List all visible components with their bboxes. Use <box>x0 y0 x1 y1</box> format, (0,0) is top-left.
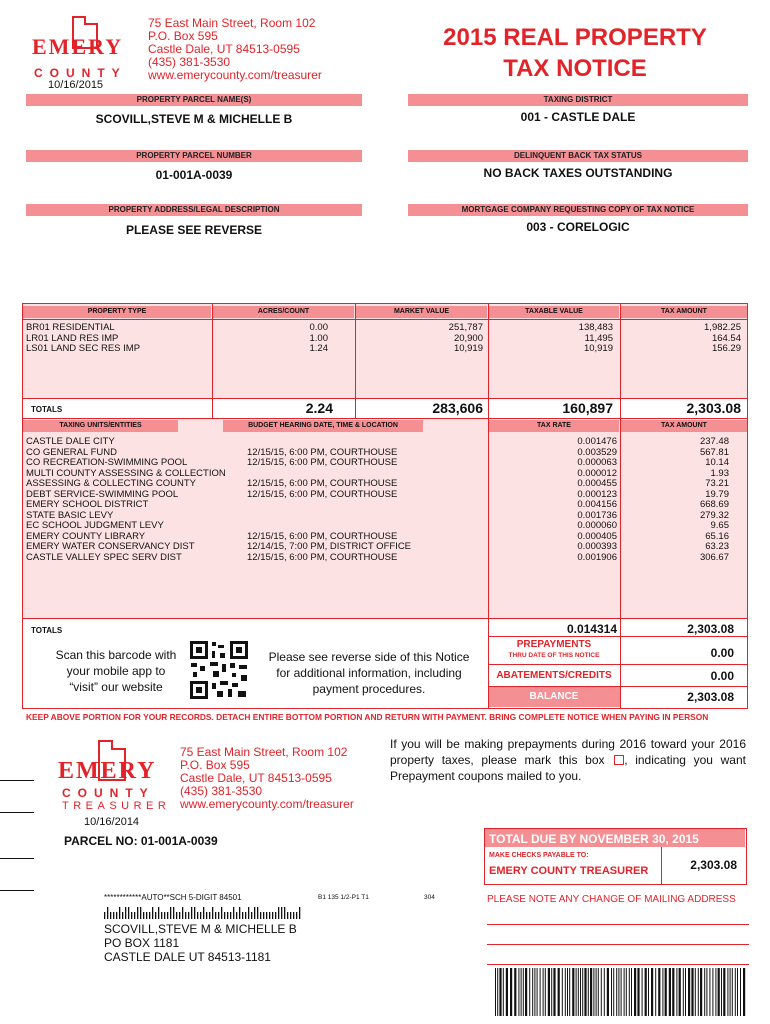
keep-notice: KEEP ABOVE PORTION FOR YOUR RECORDS. DETACH ENTIRE BOTTOM PORTION AND RETURN WITH PAYMENT. BRING COMPLETE NOTICE WHEN PAYING IN PERSON <box>26 712 709 722</box>
abatements-label: ABATEMENTS/CREDITS <box>496 670 612 681</box>
barcode-bar <box>580 968 581 1016</box>
unit-amounts: 237.48 567.81 10.14 1.93 73.21 19.79 668.69 279.32 9.65 65.16 63.23 306.67 <box>699 436 729 563</box>
barcode-bar <box>532 968 533 1016</box>
mail-code: B1 135 1/2-P1 T1 <box>318 894 369 901</box>
stub-logo-county: COUNTY <box>62 786 155 800</box>
barcode-bar <box>278 907 279 919</box>
barcode-bar <box>188 912 189 919</box>
barcode-bar <box>242 912 243 919</box>
total-market: 283,606 <box>432 400 483 416</box>
barcode-bar <box>272 912 273 919</box>
barcode-bar <box>167 912 168 919</box>
col-tax-amount: TAX AMOUNT <box>621 306 747 318</box>
qr-code-icon[interactable] <box>188 639 250 701</box>
barcode-bar <box>116 912 117 919</box>
prepayments-value: 0.00 <box>710 646 734 660</box>
barcode-bar <box>176 912 177 919</box>
barcode-bar <box>601 968 602 1016</box>
barcode-bar <box>221 907 222 919</box>
barcode-bar <box>529 968 530 1016</box>
barcode-bar <box>740 968 741 1016</box>
barcode-bar <box>621 968 622 1016</box>
address-line: Castle Dale, UT 84513-0595 <box>180 771 332 785</box>
barcode-bar <box>662 968 663 1016</box>
col-budget-hearing: BUDGET HEARING DATE, TIME & LOCATION <box>223 420 423 432</box>
barcode-bar <box>263 912 264 919</box>
barcode-bar <box>596 968 597 1016</box>
postal-barcode-icon <box>104 907 304 919</box>
barcode-bar <box>287 912 288 919</box>
barcode-bar <box>712 968 713 1016</box>
barcode-bar <box>239 907 240 919</box>
barcode-bar <box>110 912 111 919</box>
barcode-bar <box>548 968 550 1016</box>
barcode-bar <box>642 968 643 1016</box>
barcode-bar <box>634 968 636 1016</box>
barcode-bar <box>197 912 198 919</box>
barcode-bar <box>503 968 504 1016</box>
barcode-bar <box>655 968 656 1016</box>
total-acres: 2.24 <box>305 400 333 416</box>
barcode-bar <box>537 968 538 1016</box>
barcode-bar <box>626 968 627 1016</box>
website-link[interactable]: www.emerycounty.com/treasurer <box>148 68 322 82</box>
payable-to: EMERY COUNTY TREASURER <box>489 865 649 877</box>
county-logo <box>26 14 144 80</box>
barcode-bar <box>698 968 699 1016</box>
barcode-bar <box>275 912 276 919</box>
property-tax: 1,982.25 164.54 156.29 <box>704 322 741 354</box>
prepay-text-end: , indicating you want Prepayment coupons mailed to you. <box>390 753 746 783</box>
delinquent-label: DELINQUENT BACK TAX STATUS <box>408 150 748 162</box>
property-address-label: PROPERTY ADDRESS/LEGAL DESCRIPTION <box>26 204 362 216</box>
property-totals-label: TOTALS <box>31 405 63 414</box>
prepay-instructions <box>390 736 746 784</box>
barcode-bar <box>161 912 162 919</box>
barcode-bar <box>510 968 512 1016</box>
barcode-bar <box>735 968 736 1016</box>
barcode-bar <box>128 907 129 919</box>
barcode-bar <box>543 968 544 1016</box>
barcode-bar <box>545 968 546 1016</box>
barcode-bar <box>607 968 609 1016</box>
barcode-bar <box>269 912 270 919</box>
barcode-bar <box>709 968 710 1016</box>
stub-logo-emery: EMERY <box>58 758 157 784</box>
prepay-text: If you will be making prepayments during 2016 toward your 2016 property taxes, please mark this box <box>390 737 746 767</box>
units-total-amount: 2,303.08 <box>687 622 734 636</box>
barcode-bar <box>588 968 589 1016</box>
address-line: (435) 381-3530 <box>180 784 263 798</box>
notice-date: 10/16/2015 <box>48 79 104 91</box>
col-taxing-units: TAXING UNITS/ENTITIES <box>23 420 178 432</box>
barcode-instructions: Scan this barcode with your mobile app to “visit” our website <box>55 648 177 694</box>
barcode-bar <box>191 907 192 919</box>
barcode-bar <box>251 912 252 919</box>
parcel-number-label: PROPERTY PARCEL NUMBER <box>26 150 362 162</box>
abatements-value: 0.00 <box>710 669 734 683</box>
barcode-bar <box>131 912 132 919</box>
barcode-bar <box>718 968 720 1016</box>
barcode-bar <box>254 907 255 919</box>
tax-rates: 0.001476 0.003529 0.000063 0.000012 0.000455 0.000123 0.004156 0.001736 0.000060 0.000405 0.000393 0.001906 <box>577 436 617 563</box>
barcode-bar <box>499 968 501 1016</box>
balance-label: BALANCE <box>529 691 579 702</box>
barcode-bar <box>236 912 237 919</box>
barcode-bar <box>146 912 147 919</box>
barcode-bar <box>631 968 632 1016</box>
barcode-bar <box>206 912 207 919</box>
barcode-bar <box>122 912 123 919</box>
barcode-bar <box>104 912 105 919</box>
stub-logo <box>54 738 174 818</box>
address-line-input[interactable] <box>487 924 749 925</box>
barcode-bar <box>590 968 592 1016</box>
barcode-bar <box>497 968 498 1016</box>
barcode-bar <box>721 968 722 1016</box>
logo-county: COUNTY <box>34 66 127 80</box>
total-taxable: 160,897 <box>562 400 613 416</box>
barcode-bar <box>732 968 733 1016</box>
col-property-type: PROPERTY TYPE <box>23 306 211 318</box>
barcode-bar <box>179 912 180 919</box>
barcode-bar <box>576 968 577 1016</box>
total-rate: 0.014314 <box>566 622 617 636</box>
barcode-bar <box>224 912 225 919</box>
county-address <box>148 17 368 82</box>
barcode-bar <box>665 968 667 1016</box>
stub-parcel-no: PARCEL NO: 01-001A-0039 <box>64 834 218 848</box>
barcode-bar <box>706 968 707 1016</box>
property-address: PLEASE SEE REVERSE <box>125 223 263 237</box>
barcode-bar <box>685 968 686 1016</box>
barcode-bar <box>618 968 619 1016</box>
barcode-bar <box>233 907 234 919</box>
barcode-bar <box>525 968 527 1016</box>
stub-logo-treasurer: TREASURER <box>62 800 171 812</box>
barcode-bar <box>155 912 156 919</box>
barcode-bar <box>700 968 702 1016</box>
barcode-bar <box>521 968 522 1016</box>
property-acres: 0.00 1.00 1.24 <box>309 322 328 354</box>
barcode-bar <box>281 907 282 919</box>
barcode-bar <box>688 968 690 1016</box>
payable-label: MAKE CHECKS PAYABLE TO: <box>489 852 589 859</box>
hearing-info: 12/15/15, 6:00 PM, COURTHOUSE 12/15/15, 6:00 PM, COURTHOUSE 12/15/15, 6:00 PM, COURTHOUSE 12/15/15, 6:00 PM, COURTHOUSE 12/15/15, 6:00 PM, COURTHOUSE 12/14/15, 7:00 PM, DISTRICT OFFICE 12/15/15, 6:00 PM, COURTHOUSE <box>247 446 412 563</box>
barcode-bar <box>558 968 560 1016</box>
barcode-bar <box>651 968 653 1016</box>
barcode-bar <box>551 968 552 1016</box>
barcode-bar <box>562 968 563 1016</box>
barcode-bar <box>691 968 693 1016</box>
barcode-bar <box>299 907 300 919</box>
col-market-value: MARKET VALUE <box>356 306 487 318</box>
tick-mark <box>0 812 34 813</box>
barcode-bar <box>137 907 138 919</box>
barcode-bar <box>676 968 677 1016</box>
barcode-bar <box>143 912 144 919</box>
barcode-bar <box>572 968 574 1016</box>
barcode-bar <box>672 968 674 1016</box>
thru-date-label: THRU DATE OF THIS NOTICE <box>508 652 600 659</box>
barcode-bar <box>743 968 745 1016</box>
tick-mark <box>0 890 34 891</box>
address-line-input[interactable] <box>487 964 749 965</box>
barcode-bar <box>266 912 267 919</box>
barcode-bar <box>218 912 219 919</box>
logo-emery: EMERY <box>32 34 124 59</box>
address-line-input[interactable] <box>487 944 749 945</box>
barcode-bar <box>230 912 231 919</box>
tick-mark <box>0 858 34 859</box>
barcode-bar <box>616 968 617 1016</box>
barcode-bar <box>293 912 294 919</box>
mortgage-company: 003 - CORELOGIC <box>526 220 630 234</box>
barcode-bar <box>290 912 291 919</box>
balance-value: 2,303.08 <box>687 690 734 704</box>
barcode-bar <box>658 968 660 1016</box>
total-due-value: 2,303.08 <box>690 858 737 872</box>
barcode-bar <box>629 968 630 1016</box>
barcode-bar <box>248 907 249 919</box>
mortgage-label: MORTGAGE COMPANY REQUESTING COPY OF TAX NOTICE <box>408 204 748 216</box>
barcode-bar <box>296 912 297 919</box>
barcode-bar <box>164 912 165 919</box>
barcode-bar <box>645 968 647 1016</box>
col-taxable-value: TAXABLE VALUE <box>489 306 619 318</box>
barcode-bar <box>578 968 579 1016</box>
barcode-bar <box>257 907 258 919</box>
barcode-bar <box>737 968 738 1016</box>
barcode-bar <box>134 912 135 919</box>
change-address-label: PLEASE NOTE ANY CHANGE OF MAILING ADDRESS <box>487 894 736 905</box>
title-line2: TAX NOTICE <box>503 55 647 82</box>
barcode-bar <box>704 968 705 1016</box>
barcode-bar <box>624 968 625 1016</box>
barcode-bar <box>569 968 570 1016</box>
property-taxable: 138,483 11,495 10,919 <box>578 322 613 354</box>
barcode-bar <box>215 912 216 919</box>
barcode-bar <box>598 968 599 1016</box>
barcode-bar <box>727 968 728 1016</box>
taxing-district-label: TAXING DISTRICT <box>408 94 748 106</box>
taxing-entities: CASTLE DALE CITY CO GENERAL FUND CO RECREATION-SWIMMING POOL MULTI COUNTY ASSESSING & COLLECTION ASSESSING & COLLECTING COUNTY DEBT SERVICE-SWIMMING POOL EMERY SCHOOL DISTRICT STATE BASIC LEVY EC SCHOOL JUDGMENT LEVY EMERY COUNTY LIBRARY EMERY WATER CONSERVANCY DIST CASTLE VALLEY SPEC SERV DIST <box>26 436 226 563</box>
address-line: Castle Dale, UT 84513-0595 <box>148 42 300 56</box>
barcode-bar <box>611 968 612 1016</box>
stub-date: 10/16/2014 <box>84 816 140 828</box>
prepayments-label: PREPAYMENTS <box>516 639 592 650</box>
address-line: 75 East Main Street, Room 102 <box>148 16 316 30</box>
barcode-bar <box>140 907 141 919</box>
address-line: 75 East Main Street, Room 102 <box>180 745 348 759</box>
barcode-bar <box>149 912 150 919</box>
address-line: (435) 381-3530 <box>148 55 231 69</box>
payment-barcode-icon <box>495 968 747 1016</box>
barcode-bar <box>200 912 201 919</box>
barcode-bar <box>567 968 568 1016</box>
barcode-bar <box>637 968 639 1016</box>
barcode-bar <box>212 907 213 919</box>
barcode-bar <box>185 912 186 919</box>
total-due-label: TOTAL DUE BY NOVEMBER 30, 2015 <box>489 832 699 846</box>
taxing-district: 001 - CASTLE DALE <box>520 110 636 124</box>
barcode-bar <box>170 907 171 919</box>
barcode-bar <box>158 907 159 919</box>
parcel-name-label: PROPERTY PARCEL NAME(S) <box>26 94 362 106</box>
barcode-bar <box>683 968 684 1016</box>
parcel-name: SCOVILL,STEVE M & MICHELLE B <box>95 112 293 126</box>
delinquent-status: NO BACK TAXES OUTSTANDING <box>483 166 673 180</box>
property-market: 251,787 20,900 10,919 <box>448 322 483 354</box>
barcode-bar <box>113 912 114 919</box>
barcode-bar <box>495 968 496 1016</box>
prepay-checkbox[interactable] <box>614 755 624 765</box>
address-line: P.O. Box 595 <box>180 758 250 772</box>
reverse-notice: Please see reverse side of this Notice for additional information, including payment procedures. <box>268 650 470 696</box>
barcode-bar <box>730 968 731 1016</box>
barcode-bar <box>119 907 120 919</box>
barcode-bar <box>584 968 586 1016</box>
barcode-bar <box>518 968 519 1016</box>
barcode-bar <box>582 968 583 1016</box>
barcode-bar <box>506 968 508 1016</box>
address-line: P.O. Box 595 <box>148 29 218 43</box>
barcode-bar <box>125 907 126 919</box>
total-due-box <box>484 828 747 885</box>
mail-code-number: 304 <box>424 894 435 901</box>
barcode-bar <box>194 907 195 919</box>
barcode-bar <box>695 968 696 1016</box>
notice-title <box>405 22 745 84</box>
mailing-address: SCOVILL,STEVE M & MICHELLE B PO BOX 1181 CASTLE DALE UT 84513-1181 <box>104 922 297 964</box>
barcode-bar <box>523 968 524 1016</box>
barcode-bar <box>593 968 594 1016</box>
parcel-number: 01-001A-0039 <box>155 168 233 182</box>
stub-address <box>180 746 390 811</box>
barcode-bar <box>565 968 566 1016</box>
barcode-bar <box>669 968 671 1016</box>
barcode-bar <box>107 907 108 919</box>
barcode-bar <box>209 912 210 919</box>
barcode-bar <box>534 968 535 1016</box>
barcode-bar <box>648 968 649 1016</box>
units-totals-label: TOTALS <box>31 626 63 635</box>
col-tax-rate: TAX RATE <box>489 420 619 432</box>
barcode-bar <box>173 907 174 919</box>
barcode-bar <box>227 912 228 919</box>
barcode-bar <box>514 968 516 1016</box>
barcode-bar <box>613 968 614 1016</box>
barcode-bar <box>604 968 605 1016</box>
barcode-bar <box>152 907 153 919</box>
auto-sort-line: ************AUTO**SCH 5-DIGIT 84501 <box>104 893 242 902</box>
col-unit-amount: TAX AMOUNT <box>621 420 747 432</box>
barcode-bar <box>203 907 204 919</box>
barcode-bar <box>540 968 541 1016</box>
barcode-bar <box>182 907 183 919</box>
title-line1: 2015 REAL PROPERTY <box>443 24 707 51</box>
property-types: BR01 RESIDENTIAL LR01 LAND RES IMP LS01 LAND SEC RES IMP <box>26 322 141 354</box>
barcode-bar <box>260 912 261 919</box>
tick-mark <box>0 780 34 781</box>
barcode-bar <box>553 968 555 1016</box>
total-tax: 2,303.08 <box>686 400 741 416</box>
col-acres: ACRES/COUNT <box>213 306 354 318</box>
tax-table <box>22 303 748 709</box>
barcode-bar <box>679 968 681 1016</box>
barcode-bar <box>284 907 285 919</box>
barcode-bar <box>245 912 246 919</box>
barcode-bar <box>715 968 716 1016</box>
barcode-bar <box>723 968 725 1016</box>
payment-barcode <box>495 968 747 1021</box>
website-link[interactable]: www.emerycounty.com/treasurer <box>180 797 354 811</box>
